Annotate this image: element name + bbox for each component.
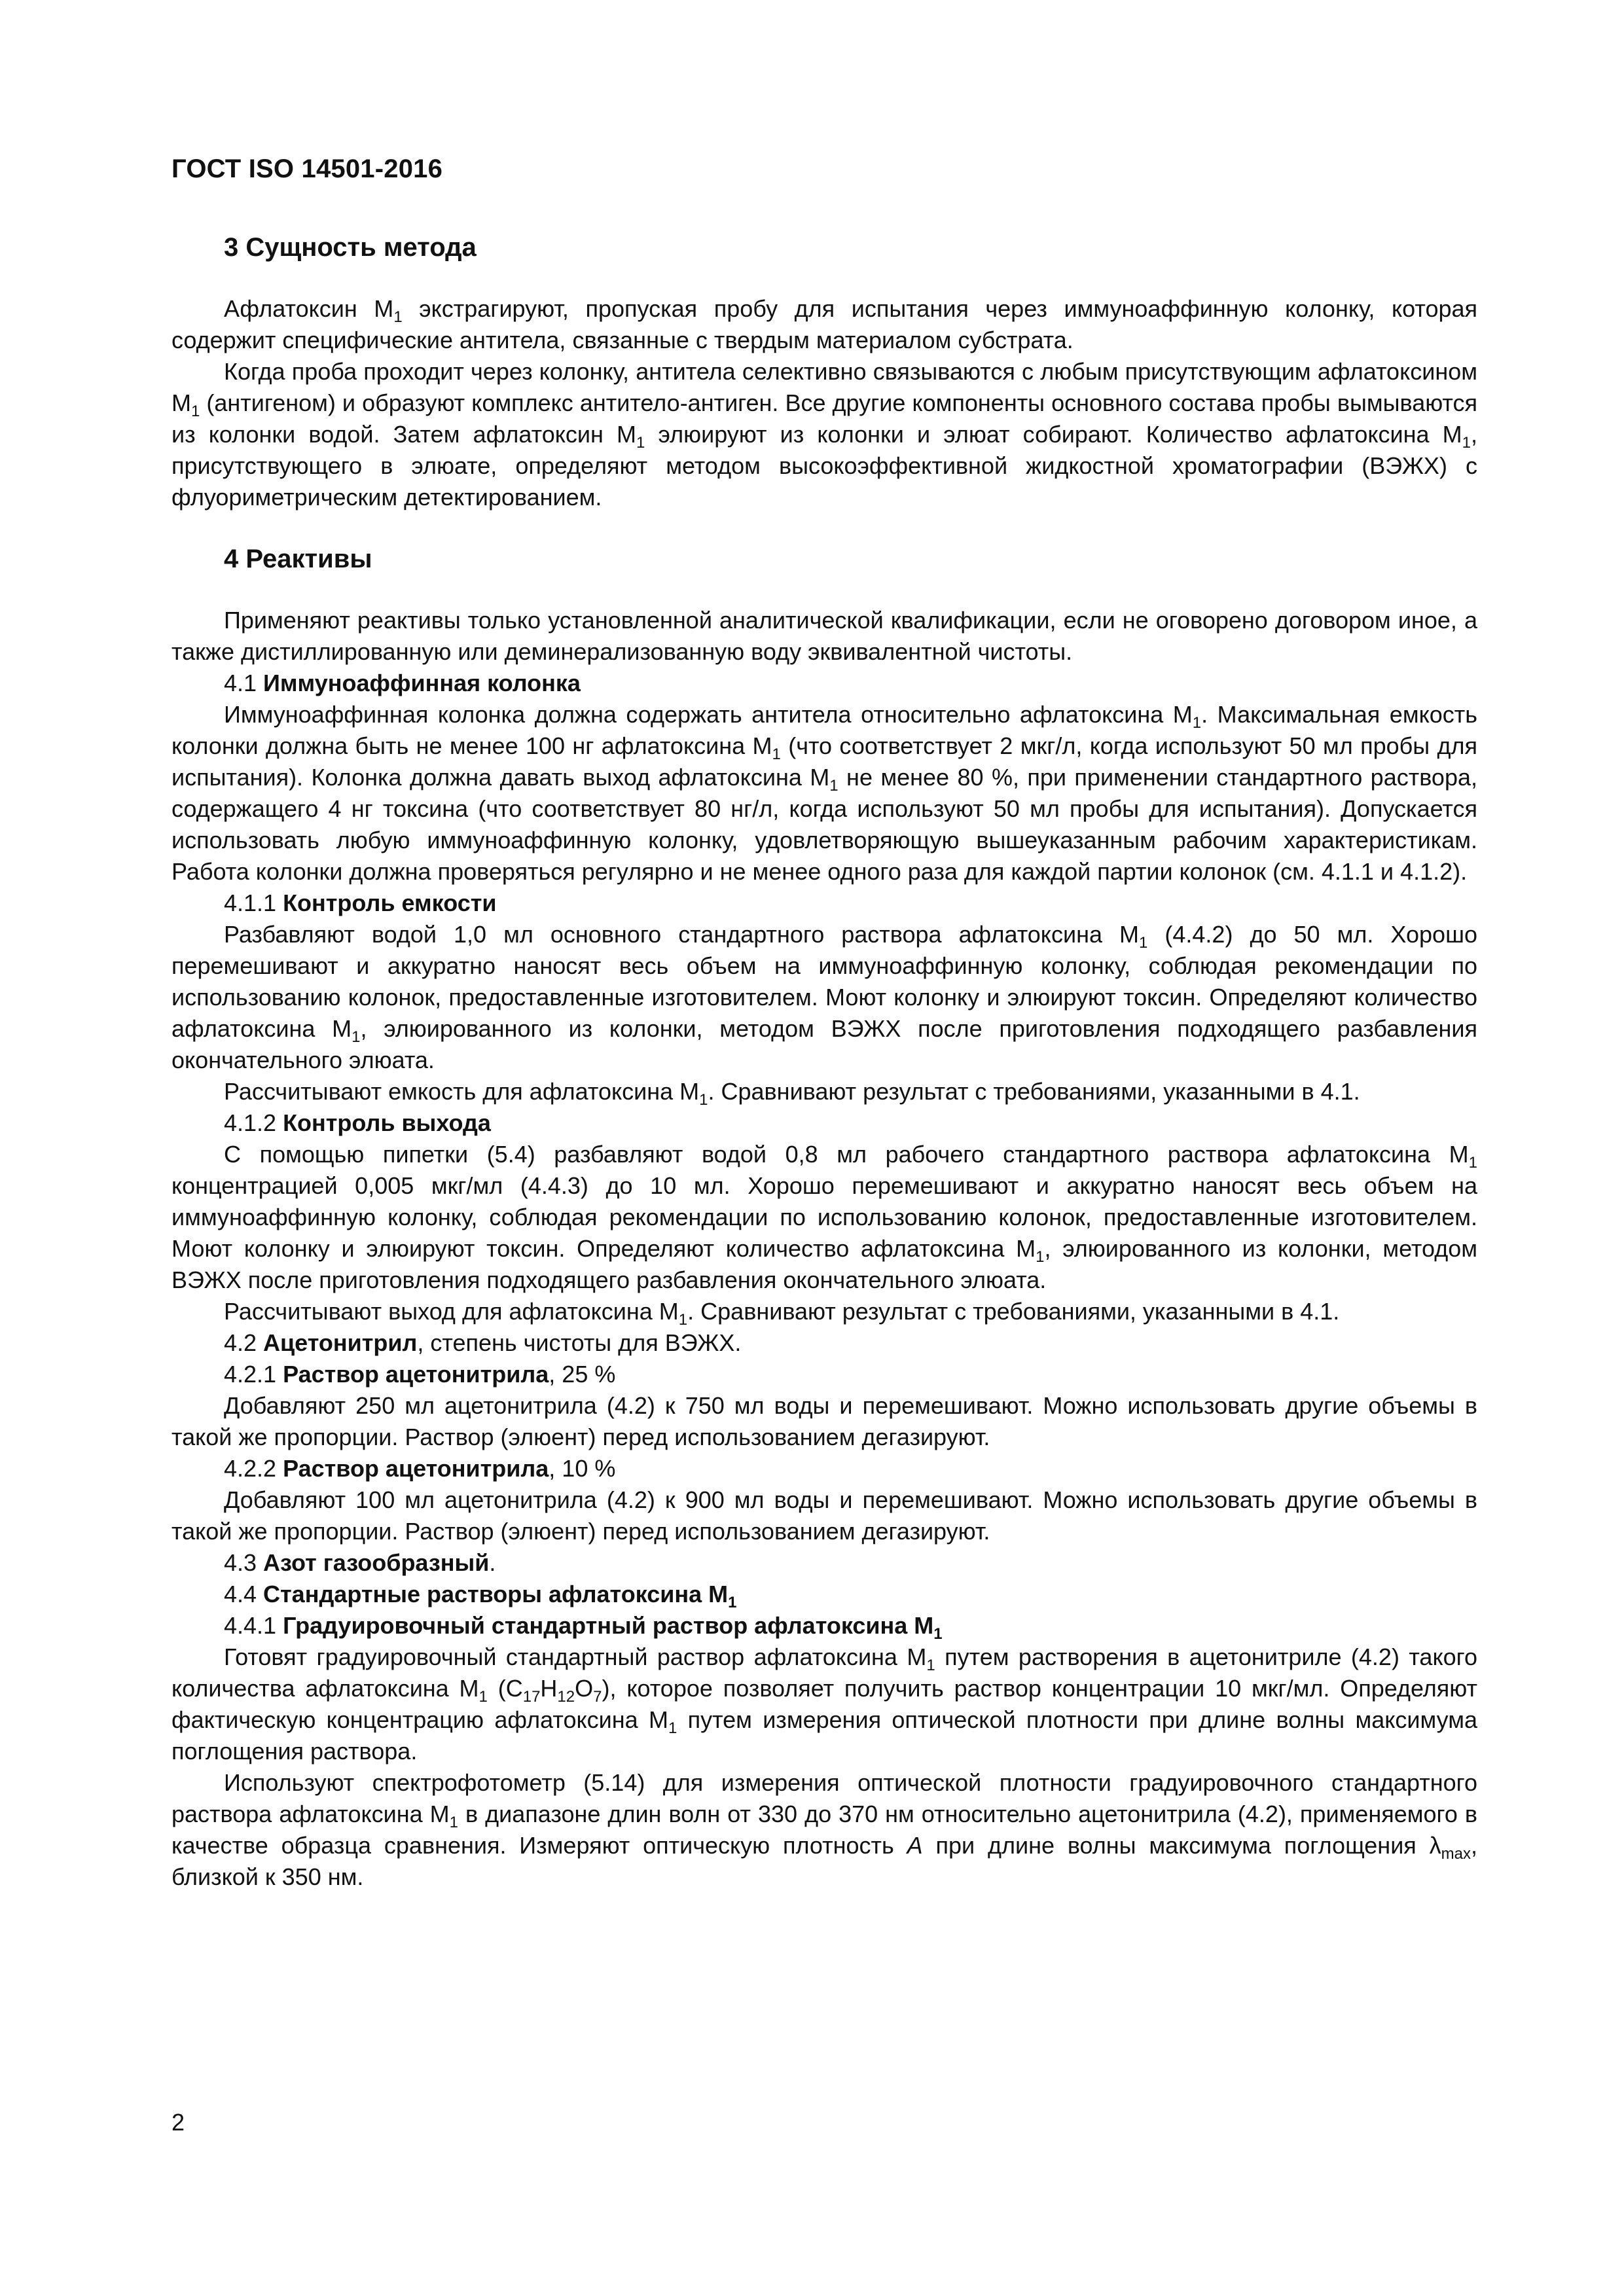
subsection-4-4-heading: 4.4 Стандартные растворы афлатоксина $M_1$ [224, 1581, 737, 1611]
page-number: 2 [171, 2109, 185, 2136]
section-3-paragraph-1: Афлатоксин $M_1$ экстрагируют, пропуская пробу для испытания через иммуноаффинную колонку, которая содержит специфические антитела, связанные с твердым материалом субстрата. [171, 295, 1477, 353]
subsection-4-4-1-heading: 4.4.1 Градуировочный стандартный раствор афлатоксина $M_1$ [224, 1612, 943, 1643]
subsection-4-1-2-heading: 4.1.2 Контроль выхода [224, 1109, 491, 1136]
subsection-4-3-heading: 4.3 Азот газообразный. [224, 1549, 496, 1576]
subsection-4-1-1-paragraph-2: Рассчитывают емкость для афлатоксина $M_1$. Сравнивают результат с требованиями, указанными в 4.1. [224, 1078, 1360, 1109]
subsection-4-2-1-paragraph: Добавляют 250 мл ацетонитрила (4.2) к 750 мл воды и перемешивают. Можно использовать другие объемы в такой же пропорции. Раствор (элюент) перед использованием дегазируют. [171, 1392, 1477, 1450]
subsection-4-1-1-heading: 4.1.1 Контроль емкости [224, 889, 497, 916]
subsection-4-4-1-paragraph-1: Готовят градуировочный стандартный раствор афлатоксина $M_1$ путем растворения в ацетонитриле (4.2) такого количества афлатоксина $M_1$ $(C_{17}H_{12}O_7)$, которое позволяет получить раствор концентрации 10 мкг/мл. Определяют фактическую концентрацию афлатоксина $M_1$ путем измерения оптической плотности при длине волны максимума поглощения раствора. [171, 1643, 1477, 1765]
subsection-4-1-heading: 4.1 Иммуноаффинная колонка [224, 670, 581, 696]
section-4-intro: Применяют реактивы только установленной аналитической квалификации, если не оговорено договором иное, а также дистиллированную или деминерализованную воду эквивалентной чистоты. [171, 607, 1477, 665]
section-3-heading: 3 Сущность метода [224, 233, 477, 262]
section-3-paragraph-2: Когда проба проходит через колонку, антитела селективно связываются с любым присутствующим афлатоксином $M_1$ (антигеном) и образуют комплекс антитело-антиген. Все другие компоненты основного состава пробы вымываются из колонки водой. Затем афлатоксин $M_1$ элюируют из колонки и элюат собирают. Количество афлатоксина $M_1$, присутствующего в элюате, определяют методом высокоэффективной жидкостной хроматографии (ВЭЖХ) с флуориметрическим детектированием. [171, 358, 1477, 511]
document-header: ГОСТ ISO 14501-2016 [171, 154, 443, 183]
subsection-4-2-heading: 4.2 Ацетонитрил, степень чистоты для ВЭЖХ. [224, 1329, 742, 1356]
subsection-4-1-2-paragraph-2: Рассчитывают выход для афлатоксина $M_1$. Сравнивают результат с требованиями, указанными в 4.1. [224, 1298, 1340, 1329]
subsection-4-2-2-paragraph: Добавляют 100 мл ацетонитрила (4.2) к 900 мл воды и перемешивают. Можно использовать другие объемы в такой же пропорции. Раствор (элюент) перед использованием дегазируют. [171, 1486, 1477, 1545]
subsection-4-2-2-heading: 4.2.2 Раствор ацетонитрила, 10 % [224, 1455, 616, 1482]
subsection-4-4-1-paragraph-2: Используют спектрофотометр (5.14) для измерения оптической плотности градуировочного стандартного раствора афлатоксина $M_1$ в диапазоне длин волн от 330 до 370 нм относительно ацетонитрила (4.2), применяемого в качестве образца сравнения. Измеряют оптическую плотность A при длине волны максимума поглощения $\lambda_{max}$, близкой к 350 нм. [171, 1769, 1477, 1890]
subsection-4-1-2-paragraph-1: С помощью пипетки (5.4) разбавляют водой 0,8 мл рабочего стандартного раствора афлатоксина $M_1$ концентрацией 0,005 мкг/мл (4.4.3) до 10 мл. Хорошо перемешивают и аккуратно наносят весь объем на иммуноаффинную колонку, соблюдая рекомендации по использованию колонок, предоставленные изготовителем. Моют колонку и элюируют токсин. Определяют количество афлатоксина $M_1$, элюированного из колонки, методом ВЭЖХ после приготовления подходящего разбавления окончательного элюата. [171, 1141, 1477, 1293]
document-body [171, 230, 1477, 1893]
subsection-4-1-paragraph: Иммуноаффинная колонка должна содержать антитела относительно афлатоксина $M_1$. Максимальная емкость колонки должна быть не менее 100 нг афлатоксина $M_1$ (что соответствует 2 мкг/л, когда используют 50 мл пробы для испытания). Колонка должна давать выход афлатоксина $M_1$ не менее 80 %, при применении стандартного раствора, содержащего 4 нг токсина (что соответствует 80 нг/л, когда используют 50 мл пробы для испытания). Допускается использовать любую иммуноаффинную колонку, удовлетворяющую вышеуказанным рабочим характеристикам. Работа колонки должна проверяться регулярно и не менее одного раза для каждой партии колонок (см. 4.1.1 и 4.1.2). [171, 701, 1477, 885]
subsection-4-1-1-paragraph-1: Разбавляют водой 1,0 мл основного стандартного раствора афлатоксина $M_1$ (4.4.2) до 50 мл. Хорошо перемешивают и аккуратно наносят весь объем на иммуноаффинную колонку, соблюдая рекомендации по использованию колонок, предоставленные изготовителем. Моют колонку и элюируют токсин. Определяют количество афлатоксина $M_1$, элюированного из колонки, методом ВЭЖХ после приготовления подходящего разбавления окончательного элюата. [171, 921, 1477, 1073]
section-4-heading: 4 Реактивы [224, 545, 372, 573]
subsection-4-2-1-heading: 4.2.1 Раствор ацетонитрила, 25 % [224, 1361, 616, 1388]
